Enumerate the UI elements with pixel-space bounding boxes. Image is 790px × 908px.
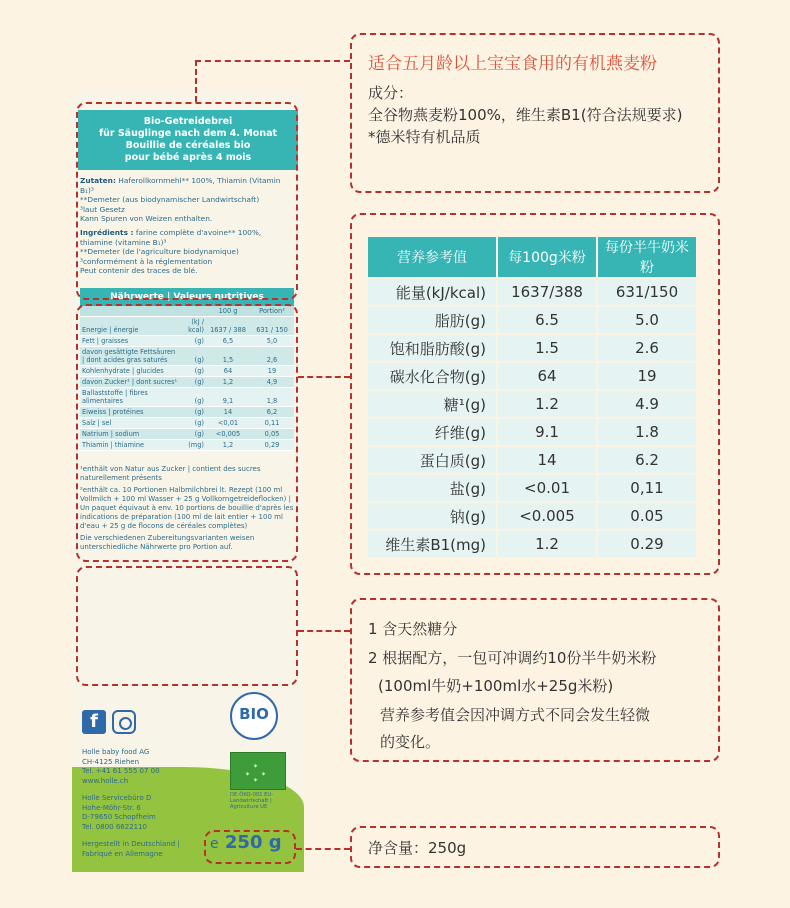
demeter-de: **Demeter (aus biodynamischer Landwirtschaft): [80, 195, 260, 205]
cn-footnote-3: (100ml牛奶+100ml水+25g米粉): [378, 677, 614, 695]
nv-label: Kohlenhydrate | glucides: [80, 365, 180, 376]
cn-value-portion: 0.29: [598, 531, 696, 557]
cn-value-portion: 0.05: [598, 503, 696, 529]
net-weight-panel: [350, 826, 720, 868]
nv-head-100g: 100 g: [206, 306, 250, 317]
ingredients-label: Ingrédients :: [80, 227, 134, 237]
nv-label: davon Zucker¹ | dont sucres¹: [80, 376, 180, 387]
nv-value-100g: <0,01: [206, 417, 250, 428]
cn-value-portion: 6.2: [598, 447, 696, 473]
ingredients-frame: [76, 102, 298, 300]
cn-value-100g: 9.1: [498, 419, 596, 445]
nv-unit: (g): [180, 417, 206, 428]
nv-unit: (g): [180, 346, 206, 365]
footnote-cn-panel: [350, 598, 720, 762]
cn-value-portion: 1.8: [598, 419, 696, 445]
net-weight-value: 250 g: [224, 832, 282, 853]
cn-footnote-2: 2 根据配方，一包可冲调约10份半牛奶米粉: [368, 649, 657, 667]
nv-value-portion: 2,6: [250, 346, 294, 365]
facebook-icon[interactable]: f: [82, 710, 106, 734]
cn-value-100g: 1637/388: [498, 279, 596, 305]
nv-value-100g: 1637 / 388: [206, 316, 250, 335]
cn-nutrient-label: 蛋白质(g): [368, 447, 496, 473]
cn-head-2: 每份半牛奶米粉: [598, 237, 696, 277]
cn-value-100g: <0.01: [498, 475, 596, 501]
footnote-1: ¹enthält von Natur aus Zucker | contient des sucres naturellement présents: [80, 464, 261, 482]
composition-title: 适合五月龄以上宝宝食用的有机燕麦粉: [368, 54, 657, 74]
cn-row: [368, 419, 696, 445]
address-ch-line: CH-4125 Riehen: [82, 757, 140, 766]
cn-value-100g: 64: [498, 363, 596, 389]
cn-row: [368, 503, 696, 529]
nv-head-portion: Portion²: [250, 306, 294, 317]
traces-text: Peut contenir des traces de blé.: [80, 266, 198, 276]
nv-label: Energie | énergie: [80, 316, 180, 335]
nv-label: Natrium | sodium: [80, 428, 180, 439]
cn-nutrition-table: [366, 235, 698, 559]
cn-value-portion: 631/150: [598, 279, 696, 305]
cn-value-100g: <0.005: [498, 503, 596, 529]
cn-nutrient-label: 能量(kJ/kcal): [368, 279, 496, 305]
address-de-line: D-79650 Schopfheim: [82, 813, 156, 821]
nv-value-portion: 1,8: [250, 387, 294, 406]
connector-2: [298, 376, 350, 378]
composition-panel: [350, 33, 720, 193]
cn-value-100g: 14: [498, 447, 596, 473]
nv-unit: (kJ / kcal): [180, 316, 206, 335]
cn-row: [368, 531, 696, 557]
header-fr-2: pour bébé après 4 mois: [124, 152, 252, 163]
cn-nutrient-label: 纤维(g): [368, 419, 496, 445]
address-ch-line: Holle baby food AG: [82, 748, 150, 756]
nv-value-100g: 64: [206, 365, 250, 376]
nv-value-100g: 1,2: [206, 439, 250, 450]
cn-value-100g: 1.5: [498, 335, 596, 361]
eu-organic-leaf-icon: ✦ ✦ ✦ ✦: [230, 752, 286, 790]
connector-3: [298, 630, 350, 632]
nv-label: Ballaststoffe | fibres alimentaires: [80, 387, 180, 406]
nv-value-100g: 14: [206, 406, 250, 417]
address-ch-line: www.holle.ch: [82, 776, 129, 785]
cn-footnote-1: 1 含天然糖分: [368, 620, 458, 638]
net-weight-cn: 净含量：250g: [368, 839, 467, 857]
address-de-line: Hohe-Möhr-Str. 6: [82, 803, 141, 812]
nv-unit: (g): [180, 428, 206, 439]
cn-nutrient-label: 脂肪(g): [368, 307, 496, 333]
nv-value-portion: 6,2: [250, 406, 294, 417]
nv-label: davon gesättigte Fettsäuren | dont acides gras saturés: [80, 346, 180, 365]
address-ch: [82, 748, 180, 786]
zutaten-text: Haferollkornmehl** 100%, Thiamin (Vitamin B₁)³: [80, 176, 281, 195]
cn-value-portion: 0,11: [598, 475, 696, 501]
cn-row: [368, 279, 696, 305]
nv-unit: (g): [180, 335, 206, 346]
nv-value-100g: 9,1: [206, 387, 250, 406]
estimated-sign: e: [210, 836, 219, 852]
nv-value-portion: 0,05: [250, 428, 294, 439]
zutaten-label: Zutaten:: [80, 176, 116, 185]
demeter-note: *德米特有机品质: [368, 128, 481, 146]
cn-nutrient-label: 盐(g): [368, 475, 496, 501]
nv-value-portion: 0,29: [250, 439, 294, 450]
nv-value-portion: 4,9: [250, 376, 294, 387]
nv-label: Fett | graisses: [80, 335, 180, 346]
cn-footnote-5: 的变化。: [380, 733, 441, 751]
nutrition-frame: [76, 304, 298, 562]
cn-nutrient-label: 糖¹(g): [368, 391, 496, 417]
cn-value-100g: 1.2: [498, 531, 596, 557]
nv-unit: (g): [180, 406, 206, 417]
cn-value-100g: 6.5: [498, 307, 596, 333]
ingredients-text: farine complète d'avoine** 100%, thiamine (vitamine B₁)³: [80, 227, 262, 247]
nv-label: Eiweiss | protéines: [80, 406, 180, 417]
address-de: [82, 794, 180, 832]
nv-value-portion: 0,11: [250, 417, 294, 428]
cn-value-portion: 4.9: [598, 391, 696, 417]
nv-value-portion: 631 / 150: [250, 316, 294, 335]
footnote-2: ²enthält ca. 10 Portionen Halbmilchbrei lt. Rezept (100 ml Vollmilch + 100 ml Wasser + 25 g Vollkorngetreideflocken) | Un paquet équivaut à env. 10 portions de bouillie d'après les indications de préparation (100 ml de lait entier + 100 ml d'eau + 25 g de flocons de céréales complètes): [80, 485, 294, 530]
cn-nutrient-label: 饱和脂肪酸(g): [368, 335, 496, 361]
cn-nutrient-label: 维生素B1(mg): [368, 531, 496, 557]
reglementation: ³conformément à la réglementation: [80, 256, 213, 266]
nv-value-100g: 6,5: [206, 335, 250, 346]
nv-unit: (g): [180, 376, 206, 387]
demeter-fr: **Demeter (de l'agriculture biodynamique): [80, 247, 239, 257]
footnote-frame: [76, 566, 298, 686]
nv-unit: (mg): [180, 439, 206, 450]
made-in-line: Hergestellt in Deutschland |: [82, 840, 180, 848]
nv-unit: (g): [180, 365, 206, 376]
address-de-line: Tel. 0800 6622110: [82, 822, 148, 831]
cn-row: [368, 475, 696, 501]
spuren-text: Kann Spuren von Weizen enthalten.: [80, 214, 213, 224]
nv-value-100g: 1,2: [206, 376, 250, 387]
header-de-1: Bio-Getreidebrei: [143, 116, 233, 127]
cn-row: [368, 391, 696, 417]
made-in-line: Fabriqué en Allemagne: [82, 849, 163, 858]
header-de-2: für Säuglinge nach dem 4. Monat: [98, 128, 278, 139]
cn-value-portion: 19: [598, 363, 696, 389]
nv-value-portion: 5,0: [250, 335, 294, 346]
nutrition-title: Nährwerte | Valeurs nutritives: [80, 288, 294, 306]
cn-head-1: 每100g米粉: [498, 237, 596, 277]
cn-value-100g: 1.2: [498, 391, 596, 417]
nv-value-100g: <0,005: [206, 428, 250, 439]
cn-row: [368, 447, 696, 473]
cn-row: [368, 363, 696, 389]
cn-footnote-4: 营养参考值会因冲调方式不同会发生轻微: [380, 706, 651, 724]
footnote-3: Die verschiedenen Zubereitungsvarianten weisen unterschiedliche Nährwerte pro Portion auf.: [80, 533, 255, 551]
eu-code: DE-ÖKO-001 EU-Landwirtschaft | Agriculture UE: [230, 792, 274, 811]
made-in: [82, 840, 180, 859]
address-ch-line: Tel. +41 61 555 07 00: [82, 767, 160, 775]
cn-row: [368, 335, 696, 361]
nv-label: Thiamin | thiamine: [80, 439, 180, 450]
cn-nutrition-panel: [350, 213, 720, 575]
connector-1-h: [195, 60, 350, 62]
nv-unit: (g): [180, 387, 206, 406]
cn-head-0: 营养参考值: [368, 237, 496, 277]
composition-label: 成分：: [368, 84, 414, 102]
social-icons: [82, 710, 136, 734]
connector-4: [296, 848, 350, 850]
cn-value-portion: 5.0: [598, 307, 696, 333]
bio-seal-icon: BIO: [230, 692, 278, 740]
instagram-icon[interactable]: [112, 710, 136, 734]
connector-1-v: [195, 60, 197, 102]
cn-nutrient-label: 钠(g): [368, 503, 496, 529]
cn-value-portion: 2.6: [598, 335, 696, 361]
nv-value-portion: 19: [250, 365, 294, 376]
address-block: [82, 748, 180, 867]
composition-line: 全谷物燕麦粉100%，维生素B1(符合法规要求): [368, 106, 683, 124]
weight-frame: [204, 830, 296, 864]
nv-label: Salz | sel: [80, 417, 180, 428]
header-fr-1: Bouillie de céréales bio: [125, 140, 251, 151]
cn-nutrient-label: 碳水化合物(g): [368, 363, 496, 389]
address-de-line: Holle Servicebüro D: [82, 794, 152, 802]
nv-value-100g: 1,5: [206, 346, 250, 365]
laut-gesetz: ³laut Gesetz: [80, 204, 125, 214]
cn-row: [368, 307, 696, 333]
